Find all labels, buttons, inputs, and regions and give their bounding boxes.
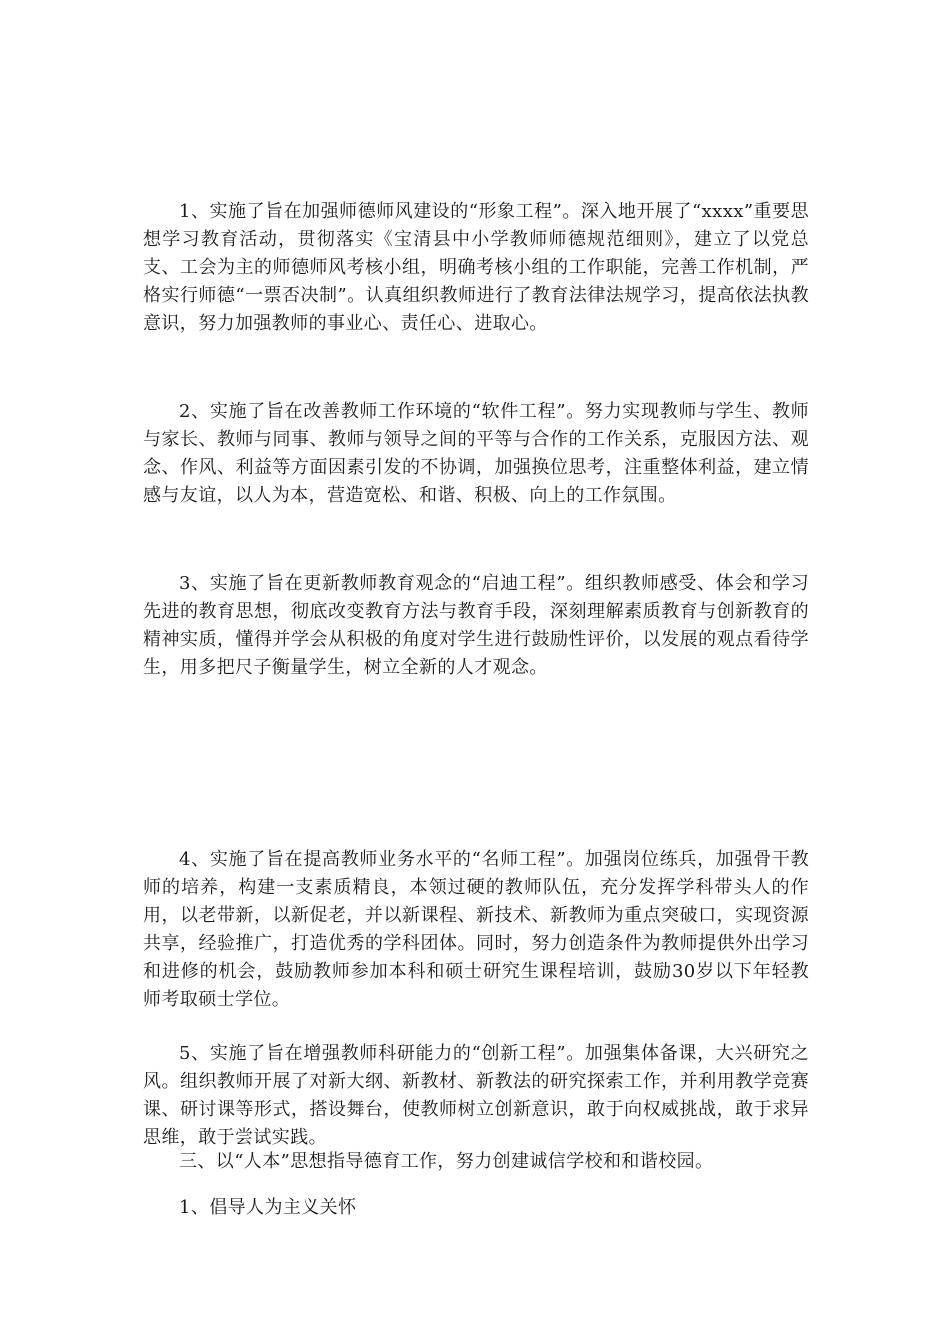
paragraph-software-project: 2、实施了旨在改善教师工作环境的“软件工程”。努力实现教师与学生、教师与家长、教师与同事、教师与领导之间的平等与合作的工作关系，克服因方法、观念、作风、利益等方面因素引发的不协调，加强换位思考，注重整体利益，建立情感与友谊，以人为本，营造宽松、和谐、积极、向上的工作氛围。	[143, 401, 809, 506]
section-heading-moral-education: 三、以“人本”思想指导德育工作，努力创建诚信学校和和谐校园。	[179, 1151, 714, 1172]
paragraph-famous-teacher-project: 4、实施了旨在提高教师业务水平的“名师工程”。加强岗位练兵，加强骨干教师的培养，构建一支素质精良，本领过硬的教师队伍，充分发挥学科带头人的作用，以老带新，以新促老，并以新课程、新技术、新教师为重点突破口，实现资源共享，经验推广，打造优秀的学科团体。同时，努力创造条件为教师提供外出学习和进修的机会，鼓励教师参加本科和硕士研究生课程培训，鼓励30岁以下年轻教师考取硕士学位。	[143, 849, 809, 1010]
paragraph-image-project: 1、实施了旨在加强师德师风建设的“形象工程”。深入地开展了“xxxx”重要思想学习教育活动，贯彻落实《宝清县中小学教师师德规范细则》，建立了以党总支、工会为主的师德师风考核小组，明确考核小组的工作职能，完善工作机制，严格实行师德“一票否决制”。认真组织教师进行了教育法律法规学习，提高依法执教意识，努力加强教师的事业心、责任心、进取心。	[143, 201, 809, 334]
subheading-humanistic-care: 1、倡导人为主义关怀	[179, 1197, 357, 1218]
paragraph-innovation-project: 5、实施了旨在增强教师科研能力的“创新工程”。加强集体备课，大兴研究之风。组织教师开展了对新大纲、新教材、新教法的研究探索工作，并利用教学竞赛课、研讨课等形式，搭设舞台，使教师树立创新意识，敢于向权威挑战，敢于求异思维，敢于尝试实践。	[143, 1043, 809, 1148]
paragraph-enlightenment-project: 3、实施了旨在更新教师教育观念的“启迪工程”。组织教师感受、体会和学习先进的教育思想，彻底改变教育方法与教育手段，深刻理解素质教育与创新教育的精神实质，懂得并学会从积极的角度对学生进行鼓励性评价，以发展的观点看待学生，用多把尺子衡量学生，树立全新的人才观念。	[143, 573, 809, 678]
